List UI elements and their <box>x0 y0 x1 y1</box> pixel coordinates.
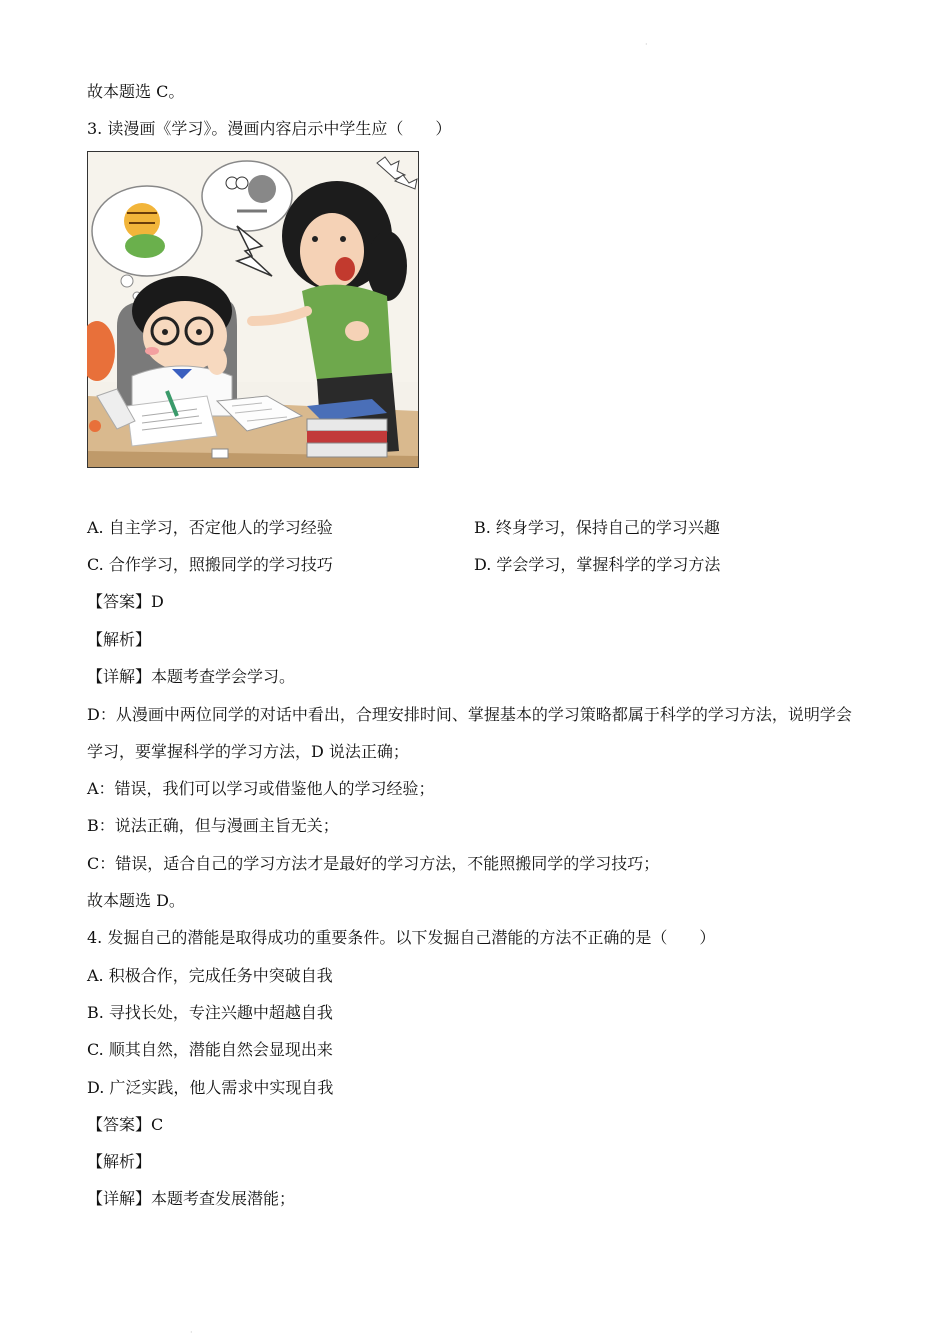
analysis-heading-4: 【解析】 <box>87 1152 152 1171</box>
dot-mark: · <box>645 40 648 49</box>
detail-4: 【详解】本题考查发展潜能； <box>87 1189 296 1208</box>
q4-option-a: A. 积极合作，完成任务中突破自我 <box>87 966 333 985</box>
q4-option-b: B. 寻找长处，专注兴趣中超越自我 <box>87 1003 333 1022</box>
comic-illustration <box>87 151 419 468</box>
conclusion-line-2: 故本题选 D。 <box>87 891 185 910</box>
detail-3: 【详解】本题考查学会学习。 <box>87 667 296 686</box>
analysis-heading-3: 【解析】 <box>87 630 152 649</box>
question-4: 4. 发掘自己的潜能是取得成功的重要条件。以下发掘自己潜能的方法不正确的是（ ） <box>87 928 716 947</box>
option-d: D. 学会学习，掌握科学的学习方法 <box>474 555 721 574</box>
explanation-b: B：说法正确，但与漫画主旨无关； <box>87 816 339 835</box>
answer-3: 【答案】D <box>87 592 164 611</box>
option-a: A. 自主学习，否定他人的学习经验 <box>87 518 333 537</box>
answer-4: 【答案】C <box>87 1115 164 1134</box>
q4-option-d: D. 广泛实践，他人需求中实现自我 <box>87 1078 334 1097</box>
dot-mark: · <box>190 1328 193 1337</box>
conclusion-line: 故本题选 C。 <box>87 82 185 101</box>
explanation-c: C：错误，适合自己的学习方法才是最好的学习方法，不能照搬同学的学习技巧； <box>87 854 660 873</box>
option-b: B. 终身学习，保持自己的学习兴趣 <box>474 518 720 537</box>
option-c: C. 合作学习，照搬同学的学习技巧 <box>87 555 333 574</box>
question-3: 3. 读漫画《学习》。漫画内容启示中学生应（ ） <box>87 119 452 138</box>
explanation-d: D：从漫画中两位同学的对话中看出，合理安排时间、掌握基本的学习策略都属于科学的学习方法，说明学会学习，要掌握科学的学习方法，D 说法正确； <box>87 705 852 761</box>
explanation-a: A：错误，我们可以学习或借鉴他人的学习经验； <box>87 779 435 798</box>
q4-option-c: C. 顺其自然，潜能自然会显现出来 <box>87 1040 333 1059</box>
